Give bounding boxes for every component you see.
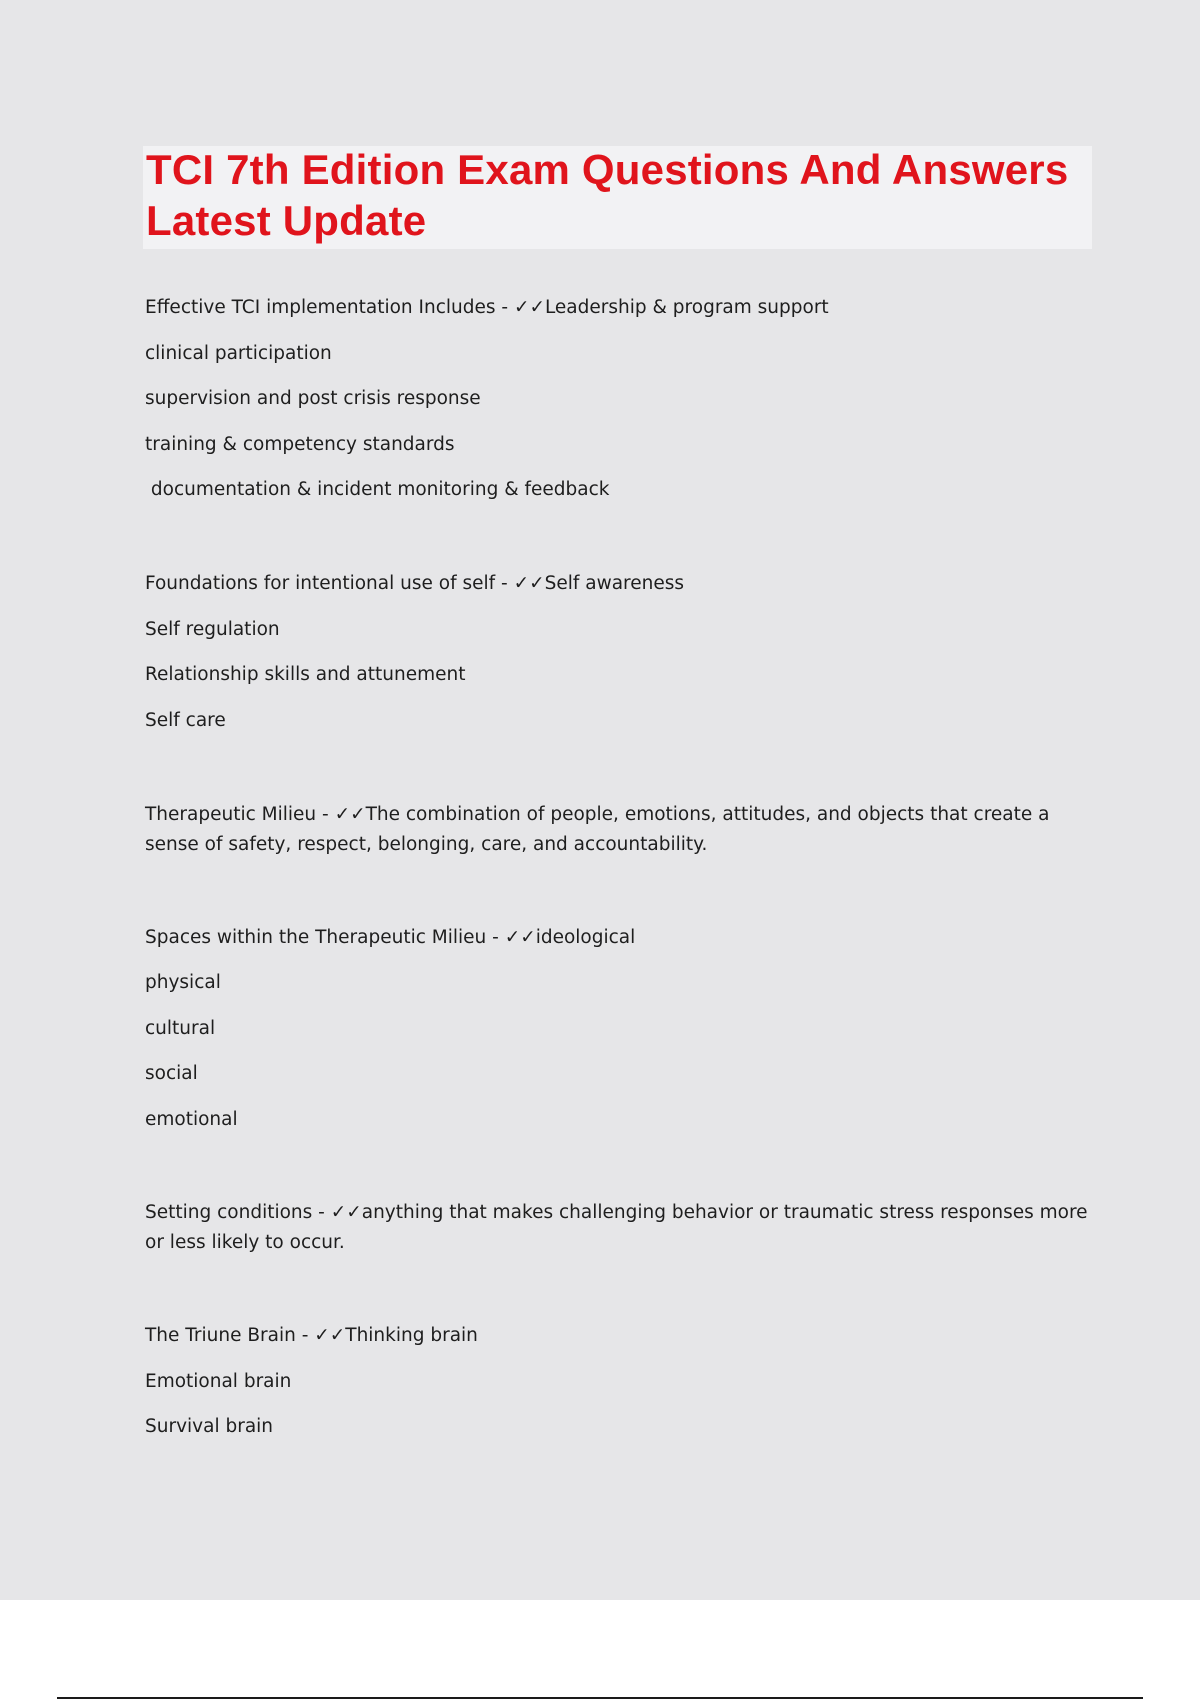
document-title: TCI 7th Edition Exam Questions And Answers Latest Update [146,146,1069,244]
question-setting-conditions: Setting conditions - ✓✓anything that makes challenging behavior or traumatic stress responses more or less likely to occur. [145,1202,1088,1253]
answer-line: Self care [145,710,226,731]
answer-line: social [145,1063,198,1084]
answer-line: documentation & incident monitoring & feedback [145,479,610,500]
question-triune-brain: The Triune Brain - ✓✓Thinking brain [145,1325,478,1346]
answer-line: training & competency standards [145,434,455,455]
question-therapeutic-milieu: Therapeutic Milieu - ✓✓The combination of people, emotions, attitudes, and objects that create a sense of safety, respect, belonging, care, and accountability. [145,804,1050,855]
answer-line: Survival brain [145,1416,274,1437]
answer-line: emotional [145,1109,238,1130]
question-foundations-intentional-use-of-self: Foundations for intentional use of self - ✓✓Self awareness [145,573,685,594]
answer-line: supervision and post crisis response [145,388,481,409]
question-spaces-within-therapeutic-milieu: Spaces within the Therapeutic Milieu - ✓✓ideological [145,927,636,948]
answer-line: Emotional brain [145,1371,292,1392]
footer-divider [57,1697,1143,1699]
answer-line: Relationship skills and attunement [145,664,466,685]
question-effective-tci-implementation: Effective TCI implementation Includes - ✓✓Leadership & program support [145,297,829,318]
answer-line: physical [145,972,221,993]
answer-line: Self regulation [145,619,280,640]
answer-line: clinical participation [145,343,332,364]
answer-line: cultural [145,1018,216,1039]
